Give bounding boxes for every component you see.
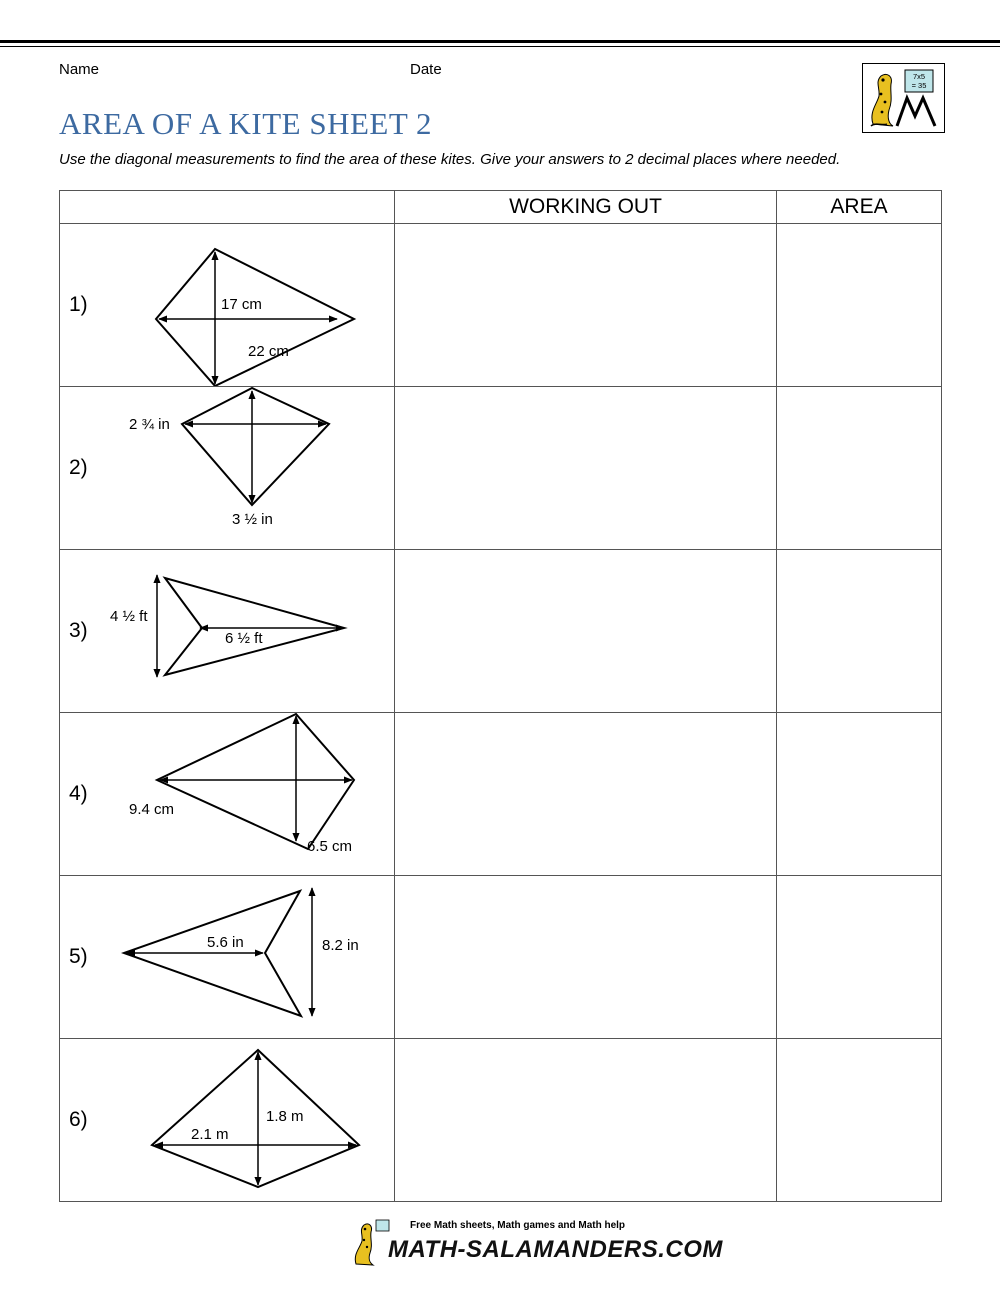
- worksheet-table: [59, 190, 942, 1202]
- figure-cell: [60, 224, 395, 387]
- footer-site-name: MATH-SALAMANDERS.COM: [388, 1236, 723, 1263]
- working-out-cell[interactable]: [395, 876, 777, 1039]
- area-answer-cell[interactable]: [777, 876, 942, 1039]
- kite-diagram-4: [60, 713, 394, 875]
- diagonal-label: 22 cm: [248, 343, 289, 360]
- diagonal-label: 5.6 in: [207, 934, 244, 951]
- footer-tagline: Free Math sheets, Math games and Math help: [410, 1220, 626, 1231]
- salamander-icon: [871, 74, 893, 126]
- salamander-icon: [350, 1216, 390, 1268]
- working-out-cell[interactable]: [395, 387, 777, 550]
- question-row-5: [60, 876, 942, 1039]
- math-salamanders-logo: [862, 63, 945, 133]
- kite-diagram-1: [60, 224, 394, 386]
- kite-diagram-5: [60, 876, 394, 1038]
- figure-cell: [60, 876, 395, 1039]
- question-row-2: [60, 387, 942, 550]
- figure-cell: [60, 1039, 395, 1202]
- area-answer-cell[interactable]: [777, 1039, 942, 1202]
- diagonal-label: 2.1 m: [191, 1126, 229, 1143]
- diagonal-label: 6.5 cm: [307, 838, 353, 855]
- working-out-cell[interactable]: [395, 1039, 777, 1202]
- name-label: Name: [59, 61, 100, 78]
- question-row-6: [60, 1039, 942, 1202]
- diagonal-label: 6 ½ ft: [225, 630, 263, 647]
- working-out-cell[interactable]: [395, 550, 777, 713]
- working-out-cell[interactable]: [395, 224, 777, 387]
- kite-diagram-6: [60, 1039, 394, 1201]
- header-working-out: WORKING OUT: [395, 191, 777, 224]
- question-number: 6): [69, 1108, 88, 1131]
- kite-diagram-2: [60, 387, 394, 549]
- area-answer-cell[interactable]: [777, 224, 942, 387]
- diagonal-label: 17 cm: [221, 296, 262, 313]
- diagonal-label: 9.4 cm: [129, 801, 175, 818]
- question-number: 5): [69, 945, 88, 968]
- date-label: Date: [410, 61, 442, 78]
- question-number: 2): [69, 456, 88, 479]
- question-row-4: [60, 713, 942, 876]
- top-rule-thick: [0, 40, 1000, 43]
- diagonal-label: 2 ¾ in: [129, 416, 170, 433]
- question-number: 4): [69, 782, 88, 805]
- area-answer-cell[interactable]: [777, 713, 942, 876]
- diagonal-label: 1.8 m: [266, 1108, 304, 1125]
- footer-logo: [350, 1216, 723, 1268]
- area-answer-cell[interactable]: [777, 387, 942, 550]
- kite-diagram-3: [60, 550, 394, 712]
- question-row-1: [60, 224, 942, 387]
- m-letter-icon: [897, 98, 935, 126]
- svg-text:= 35: = 35: [911, 81, 927, 90]
- figure-cell: [60, 550, 395, 713]
- figure-cell: [60, 387, 395, 550]
- svg-text:7x5: 7x5: [912, 72, 926, 81]
- badge-icon: [905, 70, 933, 92]
- page-title: AREA OF A KITE SHEET 2: [59, 106, 432, 141]
- header-figure: [60, 191, 395, 224]
- instructions-text: Use the diagonal measurements to find the area of these kites. Give your answers to 2 decimal places where needed.: [59, 151, 841, 168]
- question-row-3: [60, 550, 942, 713]
- header-area: AREA: [777, 191, 942, 224]
- question-number: 3): [69, 619, 88, 642]
- area-answer-cell[interactable]: [777, 550, 942, 713]
- question-number: 1): [69, 293, 88, 316]
- figure-cell: [60, 713, 395, 876]
- table-header-row: [60, 191, 942, 224]
- working-out-cell[interactable]: [395, 713, 777, 876]
- diagonal-label: 4 ½ ft: [110, 608, 148, 625]
- diagonal-label: 8.2 in: [322, 937, 359, 954]
- top-rule-thin: [0, 46, 1000, 47]
- diagonal-label: 3 ½ in: [232, 511, 273, 528]
